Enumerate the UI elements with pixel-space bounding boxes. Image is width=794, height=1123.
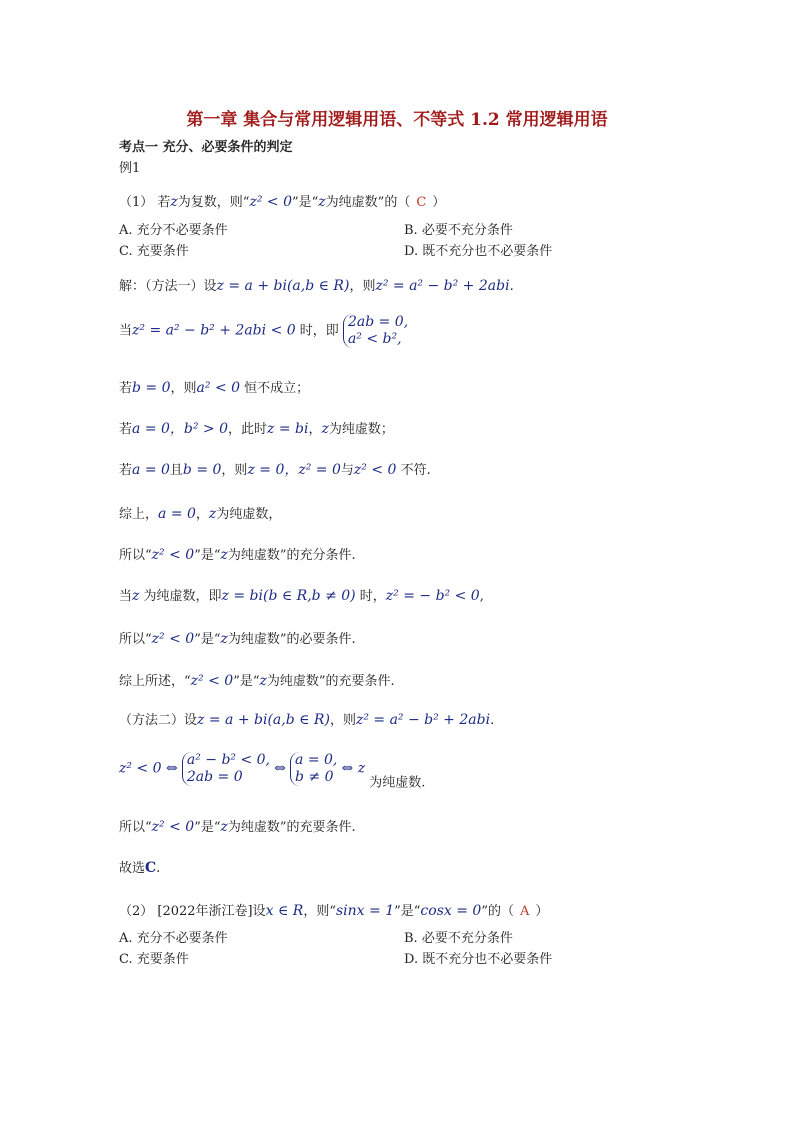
question-1-stem: （1） 若z为复数，则“z² < 0”是“z为纯虚数”的（ C ） <box>119 194 446 210</box>
q1-option-a: A. 充分不必要条件 <box>119 223 228 238</box>
question-2-stem: （2） [2022年浙江卷]设x ∈ R，则“sinx = 1”是“cosx = 0”的（ A ） <box>119 903 549 919</box>
solution-line-13: 所以“z² < 0”是“z为纯虚数”的充要条件. <box>119 819 356 835</box>
system-brace: a² − b² < 0, 2ab = 0 <box>182 752 270 786</box>
system-brace: 2ab = 0, a² < b², <box>343 314 408 348</box>
q2-option-c: C. 充要条件 <box>119 952 189 967</box>
solution-line-1: 解：（方法一）设z = a + bi(a,b ∈ R)，则z² = a² − b² + 2abi. <box>119 278 514 294</box>
solution-line-3: 若b = 0，则a² < 0 恒不成立； <box>119 380 310 396</box>
solution-line-8: 当z 为纯虚数，即z = bi(b ∈ R,b ≠ 0) 时，z² = − b² < 0, <box>119 588 484 604</box>
system-brace: a = 0, b ≠ 0 <box>290 752 337 786</box>
solution-line-12: z² < 0 ⇔ a² − b² < 0, 2ab = 0 ⇔ a = 0, b ≠ 0 ⇔ z 为纯虚数. <box>119 752 426 791</box>
section-heading: 考点一 充分、必要条件的判定 <box>119 140 293 155</box>
q1-option-c: C. 充要条件 <box>119 244 189 259</box>
page-title: 第一章 集合与常用逻辑用语、不等式 1.2 常用逻辑用语 <box>186 110 608 130</box>
solution-line-6: 综上，a = 0，z为纯虚数， <box>119 506 282 522</box>
example-label: 例1 <box>119 161 141 176</box>
answer-a: A <box>519 904 530 919</box>
q1-option-b: B. 必要不充分条件 <box>404 223 513 238</box>
solution-line-11: （方法二）设z = a + bi(a,b ∈ R)，则z² = a² − b² + 2abi. <box>119 712 495 728</box>
q2-option-d: D. 既不充分也不必要条件 <box>404 952 553 967</box>
solution-line-2: 当z² = a² − b² + 2abi < 0 时，即 2ab = 0, a² < b², <box>119 314 409 347</box>
q2-option-b: B. 必要不充分条件 <box>404 931 513 946</box>
answer-c: C <box>416 195 427 210</box>
solution-line-14: 故选C. <box>119 860 161 876</box>
solution-line-5: 若a = 0且b = 0，则z = 0，z² = 0与z² < 0 不符. <box>119 462 431 478</box>
solution-line-4: 若a = 0，b² > 0，此时z = bi，z为纯虚数； <box>119 421 394 437</box>
solution-line-7: 所以“z² < 0”是“z为纯虚数”的充分条件. <box>119 547 356 563</box>
q2-option-a: A. 充分不必要条件 <box>119 931 228 946</box>
q1-option-d: D. 既不充分也不必要条件 <box>404 244 553 259</box>
solution-line-10: 综上所述，“z² < 0”是“z为纯虚数”的充要条件. <box>119 673 395 689</box>
solution-line-9: 所以“z² < 0”是“z为纯虚数”的必要条件. <box>119 631 356 647</box>
